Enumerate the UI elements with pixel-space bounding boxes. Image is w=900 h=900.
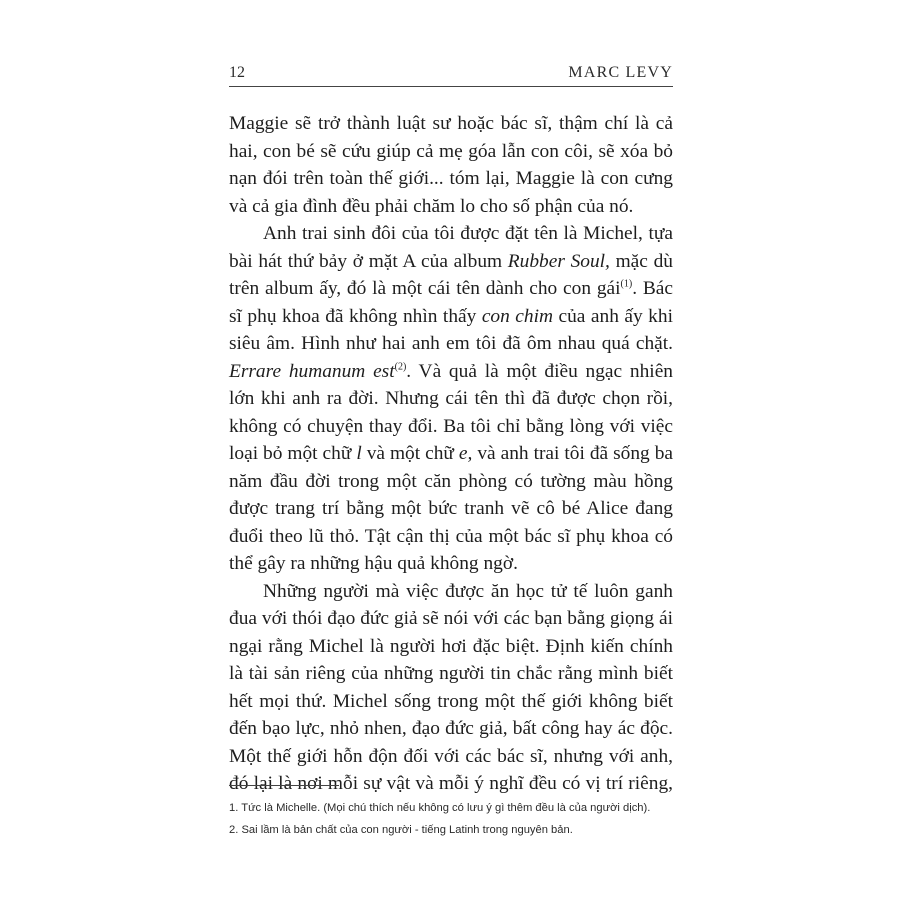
paragraph-3 [229,578,673,798]
album-title: Rubber Soul, [507,250,610,272]
text-line: đua với thói đạo đức giả sẽ nói với các bạn bằng giọng ái [229,608,673,629]
footnote-2: 2. Sai lầm là bản chất của con người - tiếng Latinh trong nguyên bản. [229,824,573,836]
footnote-rule [229,785,339,786]
paragraph-2 [229,220,673,578]
text-line: đó lại là nơi mỗi sự vật và mỗi ý nghĩ đều có vị trí riêng, [229,773,673,794]
text-line: nạn đói trên toàn thế giới... tóm lại, Maggie là con cưng [229,168,673,189]
text-line: Những người mà việc được ăn học tử tế luôn ganh [263,580,673,602]
footnote-ref-1: (1) [620,278,633,290]
text-line: lớn khi anh ra đời. Nhưng cái tên thì đã được chọn rồi, [229,388,673,409]
text-line: Maggie sẽ trở thành luật sư hoặc bác sĩ, thậm chí là cả [229,113,673,134]
text-line: ngại rằng Michel là người hơi đặc biệt. Định kiến chính [229,635,673,657]
text-line: và cả gia đình đều phải chăm lo cho số phận của nó. [229,195,634,217]
text-line: sĩ phụ khoa đã không nhìn thấy con chim của anh ấy khi [229,305,673,327]
text-line: Một thế giới hỗn độn đối với các bác sĩ, nhưng với anh, [229,745,673,767]
page-number: 12 [229,64,245,81]
text-line: trên album ấy, đó là một cái tên dành cho con gái$^{(1)}$. Bác [229,278,673,299]
text-line: loại bỏ một chữ l và một chữ e, và anh trai tôi đã sống ba [229,443,673,464]
text-line: bài hát thứ bảy ở mặt A của album Rubber Soul, mặc dù [229,250,673,272]
header-rule [229,86,673,87]
text-line: được trang trí bằng một bức tranh vẽ cô bé Alice đang [229,498,673,519]
text-line: hai, con bé sẽ cứu giúp cả mẹ góa lẫn con côi, sẽ xóa bỏ [229,140,673,162]
page-header [229,64,673,84]
running-head-author: MARC LEVY [568,64,673,81]
text-line: Errare humanum est$^{(2)}$. Và quả là một điều ngạc nhiên [229,360,673,382]
footnotes [229,797,673,841]
footnote-1: 1. Tức là Michelle. (Mọi chú thích nếu không có lưu ý gì thêm đều là của người dịch). [229,802,651,814]
text-line: đuổi theo lũ thỏ. Tật cận thị của một bác sĩ phụ khoa có [229,525,673,547]
text-line: là tài sản riêng của những người tin chắc rằng mình biết [229,663,673,684]
latin-phrase: Errare humanum est [229,360,395,382]
body-text [229,110,673,798]
text-line: Anh trai sinh đôi của tôi được đặt tên là Michel, tựa [263,223,673,244]
text-line: siêu âm. Hình như hai anh em tôi đã ôm nhau quá chặt. [229,333,673,354]
paragraph-1 [229,110,673,220]
text-line: đến bạo lực, nhỏ nhen, đạo đức giả, bất công hay ác độc. [229,718,673,739]
text-line: năm đầu đời trong một căn phòng có tường màu hồng [229,470,673,492]
footnote-ref-2: (2) [394,361,407,373]
text-line: không có chuyện thay đổi. Ba tôi chỉ bằng lòng với việc [229,415,673,437]
text-line: thể gây ra những hậu quả không ngờ. [229,553,518,574]
text-line: hết mọi thứ. Michel sống trong một thế giới không biết [229,690,673,712]
